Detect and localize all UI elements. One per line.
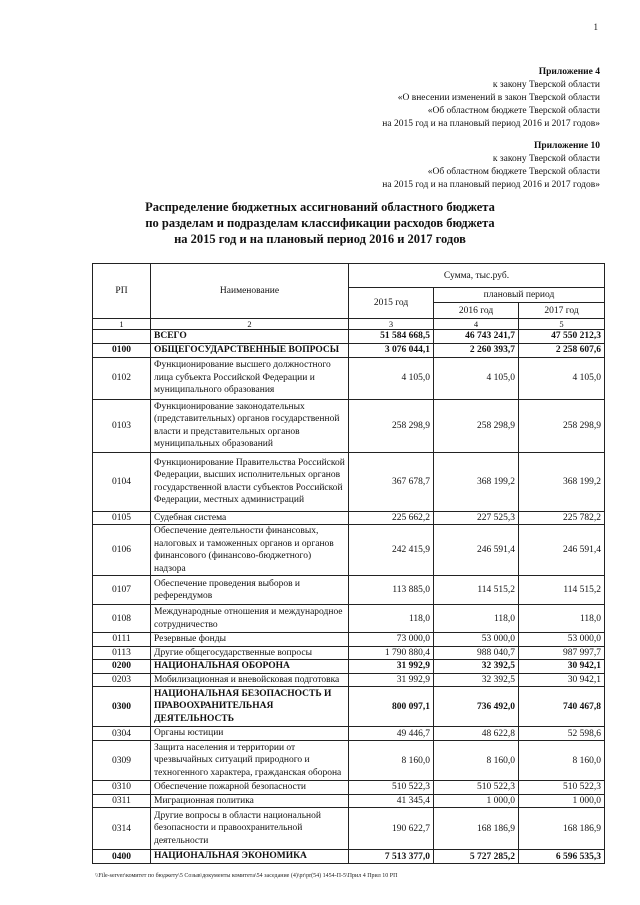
rp-cell: 0105 <box>93 511 151 525</box>
rp-cell: 0108 <box>93 605 151 633</box>
header-2015: 2015 год <box>349 288 434 319</box>
value-2015-cell: 49 446,7 <box>349 727 434 741</box>
rp-cell: 0200 <box>93 660 151 674</box>
value-2016-cell: 258 298,9 <box>434 399 519 452</box>
value-2016-cell: 48 622,8 <box>434 727 519 741</box>
title-line: на 2015 год и на плановый период 2016 и 2017 годов <box>174 232 466 246</box>
value-2017-cell: 4 105,0 <box>519 357 605 399</box>
header-rp: РП <box>93 264 151 319</box>
value-2017-cell: 8 160,0 <box>519 741 605 781</box>
name-cell: Защита населения и территории от чрезвычайных ситуаций природного и техногенного характера, гражданская оборона <box>151 741 349 781</box>
document-title <box>0 199 640 247</box>
appendix-10-block <box>382 140 600 192</box>
table-row <box>93 343 605 357</box>
table-row <box>93 646 605 660</box>
value-2016-cell: 4 105,0 <box>434 357 519 399</box>
value-2016-cell: 32 392,5 <box>434 673 519 687</box>
rp-cell: 0104 <box>93 452 151 511</box>
rp-cell: 0111 <box>93 633 151 647</box>
header-name: Наименование <box>151 264 349 319</box>
value-2016-cell: 114 515,2 <box>434 576 519 605</box>
header-2016: 2016 год <box>434 303 519 319</box>
value-2016-cell: 46 743 241,7 <box>434 330 519 344</box>
name-cell: Обеспечение деятельности финансовых, налоговых и таможенных органов и органов финансового (финансово-бюджетного) надзора <box>151 525 349 576</box>
title-line: Распределение бюджетных ассигнований областного бюджета <box>145 200 495 214</box>
value-2015-cell: 225 662,2 <box>349 511 434 525</box>
name-cell: Миграционная политика <box>151 794 349 808</box>
file-path-footer: \\File-server\комитет по бюджету\5 Созыв\документы комитета\54 заседание (4)\pr\pr(54) 1454-П-5\Прил 4 Прил 10 РП <box>95 873 398 879</box>
value-2016-cell: 118,0 <box>434 605 519 633</box>
table-row <box>93 687 605 727</box>
page-number: 1 <box>593 22 598 32</box>
table-row <box>93 673 605 687</box>
value-2017-cell: 258 298,9 <box>519 399 605 452</box>
name-cell: НАЦИОНАЛЬНАЯ ЭКОНОМИКА <box>151 850 349 864</box>
value-2017-cell: 368 199,2 <box>519 452 605 511</box>
value-2017-cell: 52 598,6 <box>519 727 605 741</box>
appendix-4-block <box>382 66 600 131</box>
value-2017-cell: 225 782,2 <box>519 511 605 525</box>
name-cell: Другие вопросы в области национальной безопасности и правоохранительной деятельности <box>151 808 349 850</box>
value-2015-cell: 51 584 668,5 <box>349 330 434 344</box>
rp-cell: 0314 <box>93 808 151 850</box>
header-2017: 2017 год <box>519 303 605 319</box>
value-2017-cell: 47 550 212,3 <box>519 330 605 344</box>
name-cell: ОБЩЕГОСУДАРСТВЕННЫЕ ВОПРОСЫ <box>151 343 349 357</box>
value-2015-cell: 258 298,9 <box>349 399 434 452</box>
name-cell: НАЦИОНАЛЬНАЯ БЕЗОПАСНОСТЬ И ПРАВООХРАНИТЕЛЬНАЯ ДЕЯТЕЛЬНОСТЬ <box>151 687 349 727</box>
rp-cell: 0106 <box>93 525 151 576</box>
header-planned: плановый период <box>434 288 605 303</box>
value-2015-cell: 41 345,4 <box>349 794 434 808</box>
value-2017-cell: 510 522,3 <box>519 781 605 795</box>
value-2016-cell: 53 000,0 <box>434 633 519 647</box>
name-cell: ВСЕГО <box>151 330 349 344</box>
name-cell: Резервные фонды <box>151 633 349 647</box>
rp-cell: 0113 <box>93 646 151 660</box>
table-row <box>93 808 605 850</box>
name-cell: Мобилизационная и вневойсковая подготовка <box>151 673 349 687</box>
value-2016-cell: 736 492,0 <box>434 687 519 727</box>
appendix-4-line: на 2015 год и на плановый период 2016 и 2017 годов» <box>382 119 600 129</box>
table-row <box>93 399 605 452</box>
value-2015-cell: 73 000,0 <box>349 633 434 647</box>
table-row <box>93 660 605 674</box>
table-row <box>93 357 605 399</box>
value-2016-cell: 5 727 285,2 <box>434 850 519 864</box>
appendix-4-heading: Приложение 4 <box>538 67 600 77</box>
name-cell: Органы юстиции <box>151 727 349 741</box>
value-2017-cell: 30 942,1 <box>519 673 605 687</box>
value-2017-cell: 53 000,0 <box>519 633 605 647</box>
value-2016-cell: 227 525,3 <box>434 511 519 525</box>
value-2017-cell: 30 942,1 <box>519 660 605 674</box>
col-number: 2 <box>151 319 349 330</box>
table-row <box>93 727 605 741</box>
value-2017-cell: 1 000,0 <box>519 794 605 808</box>
rp-cell: 0107 <box>93 576 151 605</box>
value-2015-cell: 1 790 880,4 <box>349 646 434 660</box>
value-2017-cell: 987 997,7 <box>519 646 605 660</box>
col-number: 3 <box>349 319 434 330</box>
rp-cell <box>93 330 151 344</box>
name-cell: Обеспечение проведения выборов и референдумов <box>151 576 349 605</box>
value-2015-cell: 510 522,3 <box>349 781 434 795</box>
rp-cell: 0100 <box>93 343 151 357</box>
value-2015-cell: 367 678,7 <box>349 452 434 511</box>
title-line: по разделам и подразделам классификации расходов бюджета <box>145 216 495 230</box>
value-2017-cell: 740 467,8 <box>519 687 605 727</box>
value-2016-cell: 8 160,0 <box>434 741 519 781</box>
table-row <box>93 525 605 576</box>
value-2016-cell: 32 392,5 <box>434 660 519 674</box>
value-2015-cell: 8 160,0 <box>349 741 434 781</box>
value-2015-cell: 242 415,9 <box>349 525 434 576</box>
appendix-4-line: к закону Тверской области <box>492 80 600 90</box>
rp-cell: 0300 <box>93 687 151 727</box>
appendix-4-line: «Об областном бюджете Тверской области <box>427 106 600 116</box>
table-row <box>93 452 605 511</box>
value-2015-cell: 113 885,0 <box>349 576 434 605</box>
table-row <box>93 605 605 633</box>
value-2017-cell: 246 591,4 <box>519 525 605 576</box>
table-row <box>93 330 605 344</box>
rp-cell: 0203 <box>93 673 151 687</box>
header-sum: Сумма, тыс.руб. <box>349 264 605 288</box>
name-cell: Другие общегосударственные вопросы <box>151 646 349 660</box>
name-cell: Обеспечение пожарной безопасности <box>151 781 349 795</box>
appendix-10-line: «Об областном бюджете Тверской области <box>427 167 600 177</box>
value-2015-cell: 4 105,0 <box>349 357 434 399</box>
rp-cell: 0102 <box>93 357 151 399</box>
rp-cell: 0309 <box>93 741 151 781</box>
value-2016-cell: 2 260 393,7 <box>434 343 519 357</box>
name-cell: НАЦИОНАЛЬНАЯ ОБОРОНА <box>151 660 349 674</box>
table-row <box>93 741 605 781</box>
table-row <box>93 511 605 525</box>
value-2015-cell: 3 076 044,1 <box>349 343 434 357</box>
value-2015-cell: 118,0 <box>349 605 434 633</box>
appendix-10-line: на 2015 год и на плановый период 2016 и 2017 годов» <box>382 180 600 190</box>
value-2017-cell: 118,0 <box>519 605 605 633</box>
col-number: 4 <box>434 319 519 330</box>
name-cell: Международные отношения и международное сотрудничество <box>151 605 349 633</box>
value-2016-cell: 988 040,7 <box>434 646 519 660</box>
rp-cell: 0400 <box>93 850 151 864</box>
value-2017-cell: 6 596 535,3 <box>519 850 605 864</box>
budget-table <box>92 263 605 864</box>
rp-cell: 0304 <box>93 727 151 741</box>
value-2017-cell: 2 258 607,6 <box>519 343 605 357</box>
appendix-4-line: «О внесении изменений в закон Тверской области <box>397 93 600 103</box>
name-cell: Функционирование Правительства Российской Федерации, высших исполнительных органов государственной власти субъектов Российской Федерации, местных администраций <box>151 452 349 511</box>
table-row <box>93 794 605 808</box>
table-row <box>93 850 605 864</box>
value-2016-cell: 510 522,3 <box>434 781 519 795</box>
value-2015-cell: 31 992,9 <box>349 660 434 674</box>
rp-cell: 0310 <box>93 781 151 795</box>
rp-cell: 0103 <box>93 399 151 452</box>
name-cell: Функционирование высшего должностного лица субъекта Российской Федерации и муниципального образования <box>151 357 349 399</box>
name-cell: Функционирование законодательных (представительных) органов государственной власти и представительных органов муниципальных образований <box>151 399 349 452</box>
value-2016-cell: 168 186,9 <box>434 808 519 850</box>
value-2015-cell: 31 992,9 <box>349 673 434 687</box>
table-row <box>93 576 605 605</box>
value-2016-cell: 246 591,4 <box>434 525 519 576</box>
table-row <box>93 781 605 795</box>
appendix-10-line: к закону Тверской области <box>492 154 600 164</box>
table-body <box>93 330 605 864</box>
name-cell: Судебная система <box>151 511 349 525</box>
value-2015-cell: 190 622,7 <box>349 808 434 850</box>
value-2016-cell: 1 000,0 <box>434 794 519 808</box>
rp-cell: 0311 <box>93 794 151 808</box>
value-2016-cell: 368 199,2 <box>434 452 519 511</box>
value-2017-cell: 114 515,2 <box>519 576 605 605</box>
col-number: 5 <box>519 319 605 330</box>
table-row <box>93 633 605 647</box>
value-2015-cell: 7 513 377,0 <box>349 850 434 864</box>
value-2017-cell: 168 186,9 <box>519 808 605 850</box>
value-2015-cell: 800 097,1 <box>349 687 434 727</box>
appendix-10-heading: Приложение 10 <box>533 141 600 151</box>
col-number: 1 <box>93 319 151 330</box>
